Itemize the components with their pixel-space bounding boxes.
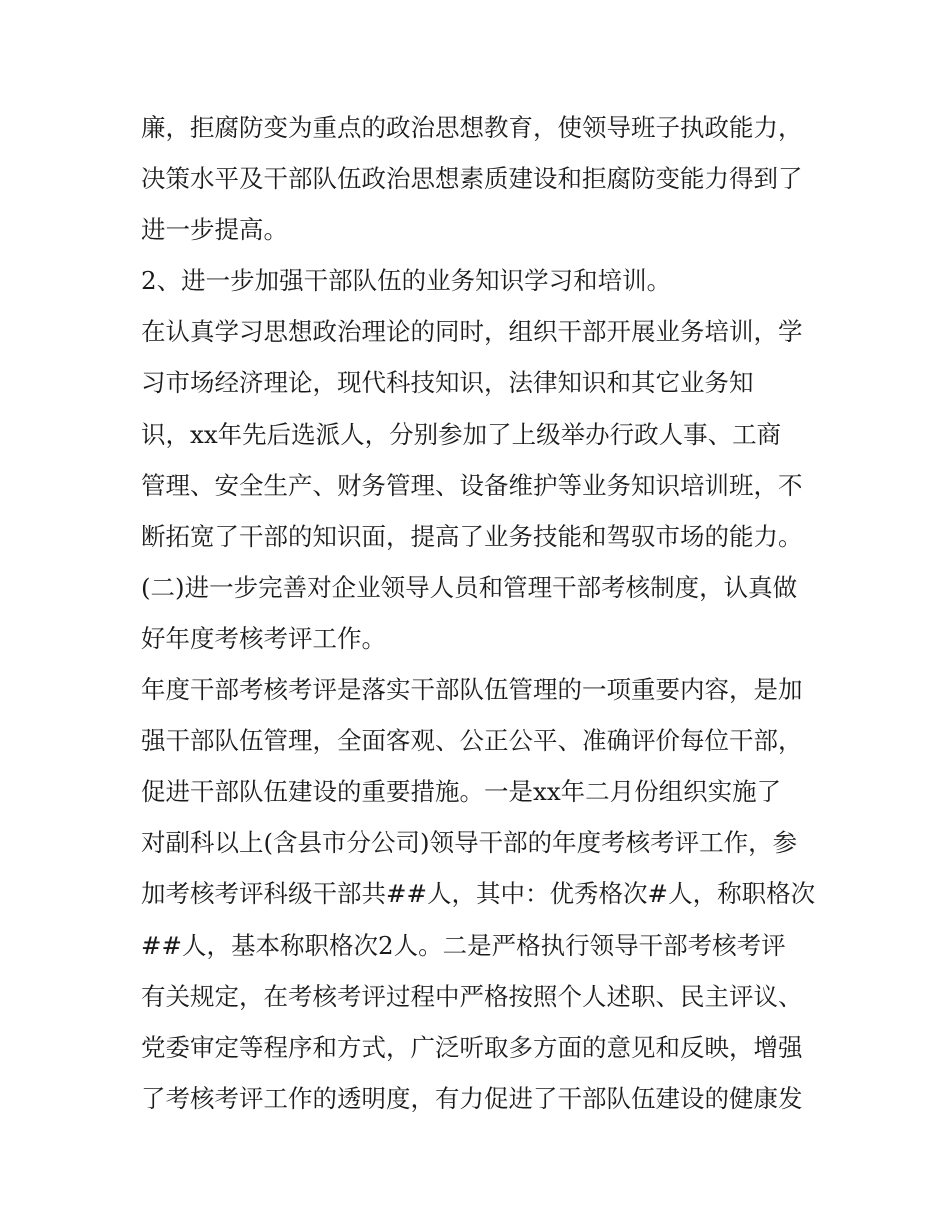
section-heading: 2、进一步加强干部队伍的业务知识学习和培训。	[141, 266, 672, 296]
text-line: 加考核考评科级干部共##人，其中：优秀格次#人，称职格次	[141, 879, 816, 909]
text-line: 促进干部队伍建设的重要措施。一是xx年二月份组织实施了	[141, 777, 782, 807]
text-line: 断拓宽了干部的知识面，提高了业务技能和驾驭市场的能力。	[141, 521, 803, 551]
text-line: 习市场经济理论，现代科技知识，法律知识和其它业务知	[141, 368, 754, 398]
text-line: 对副科以上(含县市分公司)领导干部的年度考核考评工作，参	[141, 828, 798, 858]
text-line: 强干部队伍管理，全面客观、公正公平、准确评价每位干部，	[141, 726, 803, 756]
text-line: 年度干部考核考评是落实干部队伍管理的一项重要内容，是加	[141, 675, 803, 705]
section-heading: (二)进一步完善对企业领导人员和管理干部考核制度，认真做	[141, 572, 798, 602]
section-heading: 好年度考核考评工作。	[141, 623, 386, 653]
text-line: ##人，基本称职格次2人。二是严格执行领导干部考核考评	[141, 930, 786, 960]
text-line: 了考核考评工作的透明度，有力促进了干部队伍建设的健康发	[141, 1083, 803, 1113]
text-line: 在认真学习思想政治理论的同时，组织干部开展业务培训，学	[141, 317, 803, 347]
text-line: 管理、安全生产、财务管理、设备维护等业务知识培训班，不	[141, 470, 803, 500]
text-line: 党委审定等程序和方式，广泛听取多方面的意见和反映，增强	[141, 1032, 803, 1062]
text-line: 识，xx年先后选派人，分别参加了上级举办行政人事、工商	[141, 419, 782, 449]
body-text	[141, 102, 821, 1124]
text-line: 廉，拒腐防变为重点的政治思想教育，使领导班子执政能力，	[141, 113, 803, 142]
text-line: 有关规定，在考核考评过程中严格按照个人述职、民主评议、	[141, 981, 803, 1011]
text-line: 决策水平及干部队伍政治思想素质建设和拒腐防变能力得到了	[141, 164, 803, 194]
text-line: 进一步提高。	[141, 215, 288, 245]
